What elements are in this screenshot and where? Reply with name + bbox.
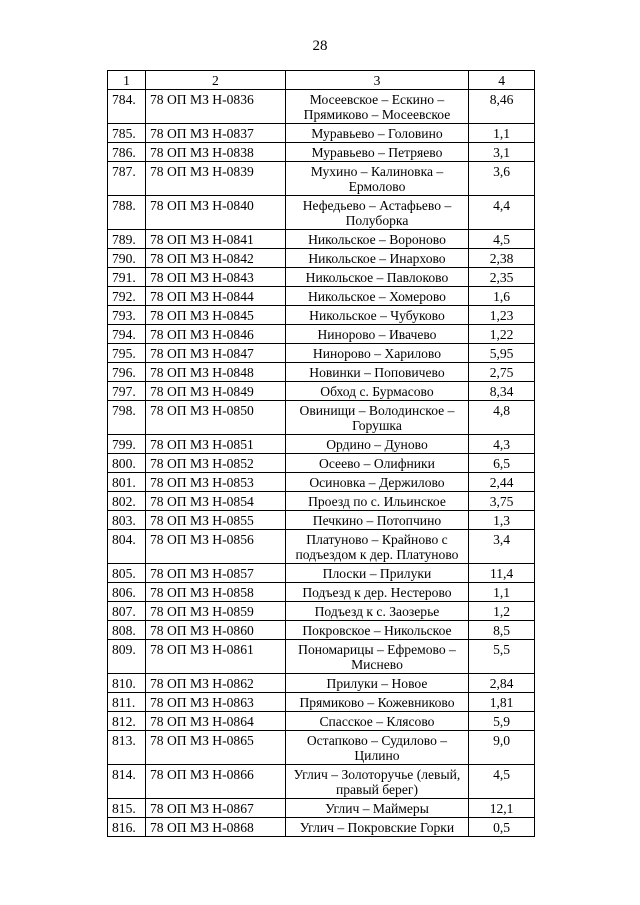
road-id: 78 ОП МЗ Н-0842: [145, 249, 285, 268]
row-number: 792.: [108, 287, 146, 306]
road-id: 78 ОП МЗ Н-0838: [145, 143, 285, 162]
row-number: 813.: [108, 731, 146, 765]
table-row: [108, 382, 535, 401]
table-row: [108, 765, 535, 799]
road-id: 78 ОП МЗ Н-0867: [145, 799, 285, 818]
table-row: [108, 799, 535, 818]
row-number: 812.: [108, 712, 146, 731]
row-number: 810.: [108, 674, 146, 693]
road-id: 78 ОП МЗ Н-0866: [145, 765, 285, 799]
row-number: 799.: [108, 435, 146, 454]
row-number: 806.: [108, 583, 146, 602]
road-name: Никольское – Вороново: [285, 230, 468, 249]
row-number: 784.: [108, 90, 146, 124]
table-row: [108, 621, 535, 640]
road-name: Нинорово – Харилово: [285, 344, 468, 363]
road-length: 8,5: [469, 621, 535, 640]
road-name: Подъезд к дер. Нестерово: [285, 583, 468, 602]
road-id: 78 ОП МЗ Н-0855: [145, 511, 285, 530]
road-id: 78 ОП МЗ Н-0864: [145, 712, 285, 731]
table-row: [108, 124, 535, 143]
road-length: 2,44: [469, 473, 535, 492]
road-name: Мосеевское – Ескино – Прямиково – Мосеевское: [285, 90, 468, 124]
table-row: [108, 306, 535, 325]
column-header-2: 2: [145, 71, 285, 90]
road-length: 4,8: [469, 401, 535, 435]
road-name: Никольское – Чубуково: [285, 306, 468, 325]
road-id: 78 ОП МЗ Н-0860: [145, 621, 285, 640]
road-name: Прилуки – Новое: [285, 674, 468, 693]
table-row: [108, 511, 535, 530]
table-row: [108, 325, 535, 344]
table-row: [108, 143, 535, 162]
road-name: Осиновка – Держилово: [285, 473, 468, 492]
table-row: [108, 249, 535, 268]
table-row: [108, 473, 535, 492]
road-id: 78 ОП МЗ Н-0844: [145, 287, 285, 306]
row-number: 790.: [108, 249, 146, 268]
road-name: Никольское – Павлоково: [285, 268, 468, 287]
road-id: 78 ОП МЗ Н-0850: [145, 401, 285, 435]
row-number: 787.: [108, 162, 146, 196]
road-length: 3,1: [469, 143, 535, 162]
row-number: 785.: [108, 124, 146, 143]
road-id: 78 ОП МЗ Н-0856: [145, 530, 285, 564]
road-id: 78 ОП МЗ Н-0847: [145, 344, 285, 363]
road-length: 1,3: [469, 511, 535, 530]
road-length: 1,1: [469, 124, 535, 143]
road-id: 78 ОП МЗ Н-0859: [145, 602, 285, 621]
road-id: 78 ОП МЗ Н-0863: [145, 693, 285, 712]
road-name: Овинищи – Володинское – Горушка: [285, 401, 468, 435]
road-id: 78 ОП МЗ Н-0848: [145, 363, 285, 382]
road-name: Прямиково – Кожевниково: [285, 693, 468, 712]
road-length: 2,35: [469, 268, 535, 287]
road-length: 2,84: [469, 674, 535, 693]
road-length: 5,95: [469, 344, 535, 363]
road-length: 4,5: [469, 230, 535, 249]
road-name: Углич – Золоторучье (левый, правый берег): [285, 765, 468, 799]
table-row: [108, 268, 535, 287]
road-length: 5,5: [469, 640, 535, 674]
table-row: [108, 731, 535, 765]
road-length: 1,81: [469, 693, 535, 712]
road-id: 78 ОП МЗ Н-0857: [145, 564, 285, 583]
table-header-row: [108, 71, 535, 90]
row-number: 811.: [108, 693, 146, 712]
row-number: 816.: [108, 818, 146, 837]
row-number: 798.: [108, 401, 146, 435]
road-id: 78 ОП МЗ Н-0841: [145, 230, 285, 249]
table-row: [108, 90, 535, 124]
table-row: [108, 401, 535, 435]
road-length: 0,5: [469, 818, 535, 837]
road-name: Никольское – Инархово: [285, 249, 468, 268]
road-id: 78 ОП МЗ Н-0843: [145, 268, 285, 287]
table-row: [108, 712, 535, 731]
road-name: Муравьево – Головино: [285, 124, 468, 143]
road-length: 1,22: [469, 325, 535, 344]
road-id: 78 ОП МЗ Н-0858: [145, 583, 285, 602]
row-number: 788.: [108, 196, 146, 230]
page-number: 28: [312, 38, 328, 54]
road-name: Подъезд к с. Заозерье: [285, 602, 468, 621]
row-number: 804.: [108, 530, 146, 564]
road-id: 78 ОП МЗ Н-0849: [145, 382, 285, 401]
road-id: 78 ОП МЗ Н-0868: [145, 818, 285, 837]
table-row: [108, 674, 535, 693]
road-name: Пономарицы – Ефремово – Миснево: [285, 640, 468, 674]
road-name: Ордино – Дуново: [285, 435, 468, 454]
row-number: 803.: [108, 511, 146, 530]
road-id: 78 ОП МЗ Н-0839: [145, 162, 285, 196]
road-name: Осеево – Олифники: [285, 454, 468, 473]
road-name: Нефедьево – Астафьево – Полуборка: [285, 196, 468, 230]
road-length: 1,6: [469, 287, 535, 306]
row-number: 805.: [108, 564, 146, 583]
road-id: 78 ОП МЗ Н-0837: [145, 124, 285, 143]
table-row: [108, 564, 535, 583]
table-body: [108, 90, 535, 837]
row-number: 815.: [108, 799, 146, 818]
road-name: Обход с. Бурмасово: [285, 382, 468, 401]
row-number: 789.: [108, 230, 146, 249]
road-id: 78 ОП МЗ Н-0846: [145, 325, 285, 344]
table-row: [108, 818, 535, 837]
road-table: [107, 70, 535, 837]
road-length: 6,5: [469, 454, 535, 473]
row-number: 802.: [108, 492, 146, 511]
table-row: [108, 435, 535, 454]
road-length: 4,3: [469, 435, 535, 454]
row-number: 807.: [108, 602, 146, 621]
road-length: 4,5: [469, 765, 535, 799]
table-row: [108, 230, 535, 249]
road-name: Новинки – Поповичево: [285, 363, 468, 382]
road-id: 78 ОП МЗ Н-0853: [145, 473, 285, 492]
road-name: Платуново – Крайново с подъездом к дер. Платуново: [285, 530, 468, 564]
row-number: 793.: [108, 306, 146, 325]
road-id: 78 ОП МЗ Н-0840: [145, 196, 285, 230]
row-number: 791.: [108, 268, 146, 287]
road-length: 3,75: [469, 492, 535, 511]
table-row: [108, 363, 535, 382]
row-number: 801.: [108, 473, 146, 492]
road-length: 2,38: [469, 249, 535, 268]
road-name: Остапково – Судилово – Цилино: [285, 731, 468, 765]
road-id: 78 ОП МЗ Н-0865: [145, 731, 285, 765]
road-length: 5,9: [469, 712, 535, 731]
road-id: 78 ОП МЗ Н-0836: [145, 90, 285, 124]
column-header-3: 3: [285, 71, 468, 90]
table-row: [108, 602, 535, 621]
road-length: 1,2: [469, 602, 535, 621]
table-row: [108, 344, 535, 363]
road-name: Покровское – Никольское: [285, 621, 468, 640]
road-name: Углич – Покровские Горки: [285, 818, 468, 837]
row-number: 797.: [108, 382, 146, 401]
road-name: Плоски – Прилуки: [285, 564, 468, 583]
table-row: [108, 287, 535, 306]
road-length: 9,0: [469, 731, 535, 765]
road-name: Спасское – Клясово: [285, 712, 468, 731]
road-name: Углич – Маймеры: [285, 799, 468, 818]
road-length: 1,23: [469, 306, 535, 325]
road-length: 2,75: [469, 363, 535, 382]
table-row: [108, 492, 535, 511]
road-id: 78 ОП МЗ Н-0852: [145, 454, 285, 473]
row-number: 796.: [108, 363, 146, 382]
row-number: 808.: [108, 621, 146, 640]
road-name: Печкино – Потопчино: [285, 511, 468, 530]
road-length: 3,4: [469, 530, 535, 564]
road-length: 4,4: [469, 196, 535, 230]
table-row: [108, 454, 535, 473]
table-row: [108, 640, 535, 674]
column-header-4: 4: [469, 71, 535, 90]
road-name: Нинорово – Ивачево: [285, 325, 468, 344]
table-row: [108, 530, 535, 564]
row-number: 800.: [108, 454, 146, 473]
road-length: 1,1: [469, 583, 535, 602]
road-name: Проезд по с. Ильинское: [285, 492, 468, 511]
road-name: Муравьево – Петряево: [285, 143, 468, 162]
road-id: 78 ОП МЗ Н-0845: [145, 306, 285, 325]
row-number: 814.: [108, 765, 146, 799]
row-number: 786.: [108, 143, 146, 162]
road-id: 78 ОП МЗ Н-0861: [145, 640, 285, 674]
road-name: Никольское – Хомерово: [285, 287, 468, 306]
table-row: [108, 196, 535, 230]
table-row: [108, 162, 535, 196]
road-length: 8,34: [469, 382, 535, 401]
road-id: 78 ОП МЗ Н-0851: [145, 435, 285, 454]
row-number: 794.: [108, 325, 146, 344]
road-length: 12,1: [469, 799, 535, 818]
row-number: 795.: [108, 344, 146, 363]
column-header-1: 1: [108, 71, 146, 90]
table-row: [108, 583, 535, 602]
road-id: 78 ОП МЗ Н-0862: [145, 674, 285, 693]
table-row: [108, 693, 535, 712]
road-name: Мухино – Калиновка – Ермолово: [285, 162, 468, 196]
road-length: 3,6: [469, 162, 535, 196]
road-length: 8,46: [469, 90, 535, 124]
row-number: 809.: [108, 640, 146, 674]
road-id: 78 ОП МЗ Н-0854: [145, 492, 285, 511]
road-length: 11,4: [469, 564, 535, 583]
